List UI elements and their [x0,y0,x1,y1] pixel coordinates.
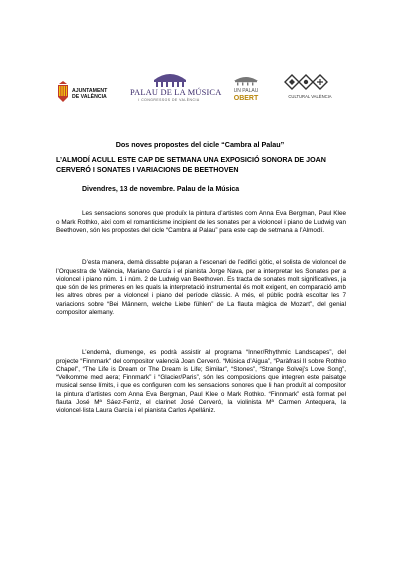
body-paragraph: Les sensacions sonores que produïx la pintura d’artistes com Anna Eva Bergman, Paul Klee o Mark Rothko, així com el romanticisme incipient de les sonates per a violoncel i piano de Ludwig van Beethoven, són les propostes del cicle “Cambra al Palau” para este cap de setmana a l’Almodí. [56,210,346,234]
logo-header [56,70,346,110]
ajuntament-label: AJUNTAMENT DE VALÈNCIA [72,88,108,101]
palau-obert-logo [228,74,264,108]
cultural-valencia-logo [280,74,340,108]
palau-obert-building-icon [232,74,260,86]
city-crest-icon [57,81,69,103]
body-paragraph: L’endemà, diumenge, es podrà assistir al programa “Inner/Rhythmic Landscapes”, del projecte “Finnmark” del compositor valencià Joan Cerveró. “Música d’Aigua”, “Paràfrasi II sobre Rothko Chapel”, “The Life is Dream or The Dream is Life; Similar”, “Stones”, “Strange Solvej’s Love Song”, “Velkomme med aera; Finnmark” i “Glacier/Paris”, són les composicions que integren este paisatge musical sense límits, i que es configuren com les sensacions sonores que li han produït al compositor la pintura d’artistes com Anna Eva Bergman, Paul Klee o Mark Rothko. “Finnmark” està format pel flauta José Mª Sáez-Ferriz, el clarinet José Cerveró, la violinista Mª Carmen Antequera, la violoncel·lista Laura García i el pianista Carlos Apellániz. [56,349,346,415]
obert-line2: OBERT [233,95,259,102]
document-headline: L’ALMODÍ ACULL ESTE CAP DE SETMANA UNA EXPOSICIÓ SONORA DE JOAN CERVERÓ I SONATES I VARIACIONS DE BEETHOVEN [56,156,326,174]
cultural-label: CULTURAL VALÈNCIA [288,94,332,99]
ajuntament-logo [56,80,118,108]
palau-building-icon [150,70,190,88]
document-dateline: Divendres, 13 de novembre. Palau de la Música [82,186,240,193]
palau-subtitle: I CONGRESSOS DE VALÈNCIA [138,98,200,102]
obert-line1: UN PALAU [233,88,259,94]
palau-name: PALAU DE LA MÚSICA [130,88,222,97]
body-paragraph: D’esta manera, demà dissabte pujaran a l’escenari de l’edifici gòtic, el solista de violoncel de l’Orquestra de València, Mariano García i el pianista Jorge Nava, per a interpretar les Sonates per a violoncel i piano núm. 1 i núm. 2 de Ludwig van Beethoven. Es tracta de sonates molt significatives, ja que són de les primeres en les quals la interpretació instrumental és molt exigent, en comparació amb les altres obres per a violoncel i piano del període clàssic. A més, el públic podrà escoltar les 7 variacions sobre “Bei Männern, welche Liebe fühlen” de La flauta màgica de Mozart”, del genial compositor alemany. [56,259,346,316]
palau-musica-logo [130,70,222,110]
document-subtitle: Dos noves propostes del cicle “Cambra al Palau” [115,140,285,149]
cultural-valencia-mark-icon [284,74,328,90]
